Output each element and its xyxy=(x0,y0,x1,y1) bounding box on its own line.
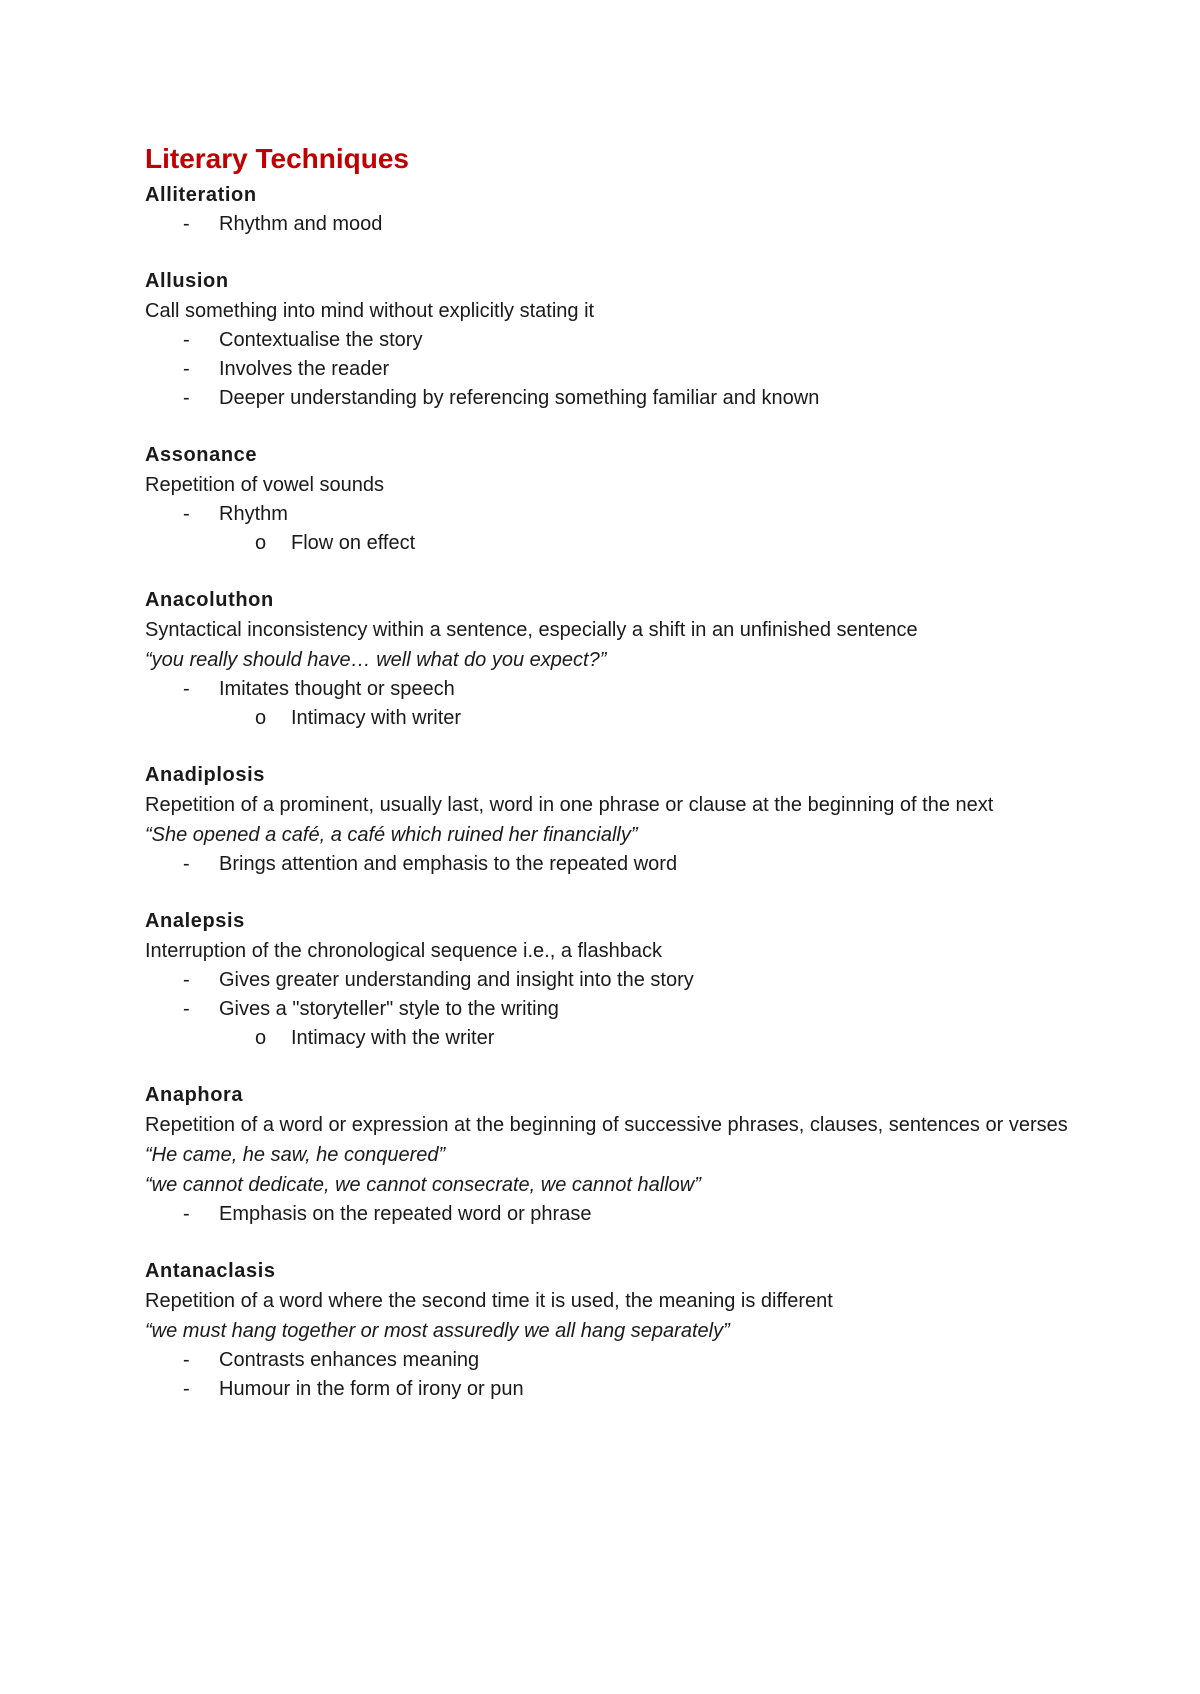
technique-list xyxy=(145,180,1075,1404)
bullet-text: Contextualise the story xyxy=(219,329,423,351)
bullet-item xyxy=(145,384,1075,413)
bullet-text: Involves the reader xyxy=(219,358,390,380)
technique-section xyxy=(145,760,1075,879)
definition-text: Interruption of the chronological sequence i.e., a flashback xyxy=(145,940,662,962)
definition-text: Repetition of a prominent, usually last, word in one phrase or clause at the beginning of the next xyxy=(145,794,994,816)
bullet-text: Intimacy with writer xyxy=(291,707,462,729)
dash-bullet-marker: - xyxy=(183,213,190,235)
example-quote: “we must hang together or most assuredly we all hang separately” xyxy=(145,1320,730,1342)
technique-section xyxy=(145,1256,1075,1404)
definition-text: Call something into mind without explicitly stating it xyxy=(145,300,595,322)
technique-term: Alliteration xyxy=(145,184,257,206)
technique-term: Anaphora xyxy=(145,1084,244,1106)
bullet-text: Rhythm and mood xyxy=(219,213,383,235)
technique-term: Analepsis xyxy=(145,910,245,932)
definition-text: Syntactical inconsistency within a sentence, especially a shift in an unfinished sentence xyxy=(145,619,918,641)
dash-bullet-marker: - xyxy=(183,998,190,1020)
technique-term: Anacoluthon xyxy=(145,589,274,611)
technique-section xyxy=(145,585,1075,733)
bullet-item xyxy=(145,675,1075,704)
dash-bullet-marker: - xyxy=(183,969,190,991)
bullet-item xyxy=(145,850,1075,879)
example-quote: “we cannot dedicate, we cannot consecrate, we cannot hallow” xyxy=(145,1174,701,1196)
dash-bullet-marker: - xyxy=(183,853,190,875)
bullet-text: Imitates thought or speech xyxy=(219,678,455,700)
dash-bullet-marker: - xyxy=(183,1203,190,1225)
technique-section xyxy=(145,180,1075,239)
technique-term: Assonance xyxy=(145,444,258,466)
circle-bullet-marker: o xyxy=(255,707,267,729)
bullet-text: Emphasis on the repeated word or phrase xyxy=(219,1203,592,1225)
bullet-item xyxy=(145,995,1075,1024)
bullet-item xyxy=(145,210,1075,239)
technique-section xyxy=(145,440,1075,558)
technique-section xyxy=(145,1080,1075,1229)
bullet-item xyxy=(145,355,1075,384)
dash-bullet-marker: - xyxy=(183,358,190,380)
circle-bullet-marker: o xyxy=(255,532,267,554)
bullet-text: Humour in the form of irony or pun xyxy=(219,1378,524,1400)
technique-term: Anadiplosis xyxy=(145,764,265,786)
sub-bullet-item xyxy=(145,529,1075,558)
technique-term: Antanaclasis xyxy=(145,1260,276,1282)
bullet-item xyxy=(145,1346,1075,1375)
example-quote: “He came, he saw, he conquered” xyxy=(145,1144,446,1166)
bullet-item xyxy=(145,966,1075,995)
dash-bullet-marker: - xyxy=(183,678,190,700)
sub-bullet-item xyxy=(145,704,1075,733)
sub-bullet-item xyxy=(145,1024,1075,1053)
bullet-text: Intimacy with the writer xyxy=(291,1027,495,1049)
dash-bullet-marker: - xyxy=(183,503,190,525)
bullet-text: Rhythm xyxy=(219,503,288,525)
document-title: Literary Techniques xyxy=(145,143,410,174)
bullet-item xyxy=(145,326,1075,355)
technique-section xyxy=(145,266,1075,413)
dash-bullet-marker: - xyxy=(183,1378,190,1400)
definition-text: Repetition of a word where the second time it is used, the meaning is different xyxy=(145,1290,833,1312)
example-quote: “you really should have… well what do you expect?” xyxy=(145,649,607,671)
bullet-text: Gives greater understanding and insight into the story xyxy=(219,969,694,991)
definition-text: Repetition of vowel sounds xyxy=(145,474,385,496)
technique-section xyxy=(145,906,1075,1053)
bullet-text: Contrasts enhances meaning xyxy=(219,1349,480,1371)
dash-bullet-marker: - xyxy=(183,329,190,351)
bullet-text: Brings attention and emphasis to the repeated word xyxy=(219,853,678,875)
bullet-text: Flow on effect xyxy=(291,532,416,554)
circle-bullet-marker: o xyxy=(255,1027,267,1049)
dash-bullet-marker: - xyxy=(183,387,190,409)
bullet-item xyxy=(145,500,1075,529)
dash-bullet-marker: - xyxy=(183,1349,190,1371)
bullet-item xyxy=(145,1375,1075,1404)
definition-text: Repetition of a word or expression at the beginning of successive phrases, clauses, sentences or verses xyxy=(145,1114,1068,1136)
bullet-item xyxy=(145,1200,1075,1229)
document-body xyxy=(145,142,1075,1404)
bullet-text: Deeper understanding by referencing something familiar and known xyxy=(219,387,820,409)
technique-term: Allusion xyxy=(145,270,229,292)
example-quote: “She opened a café, a café which ruined her financially” xyxy=(145,824,638,846)
bullet-text: Gives a "storyteller" style to the writing xyxy=(219,998,559,1020)
